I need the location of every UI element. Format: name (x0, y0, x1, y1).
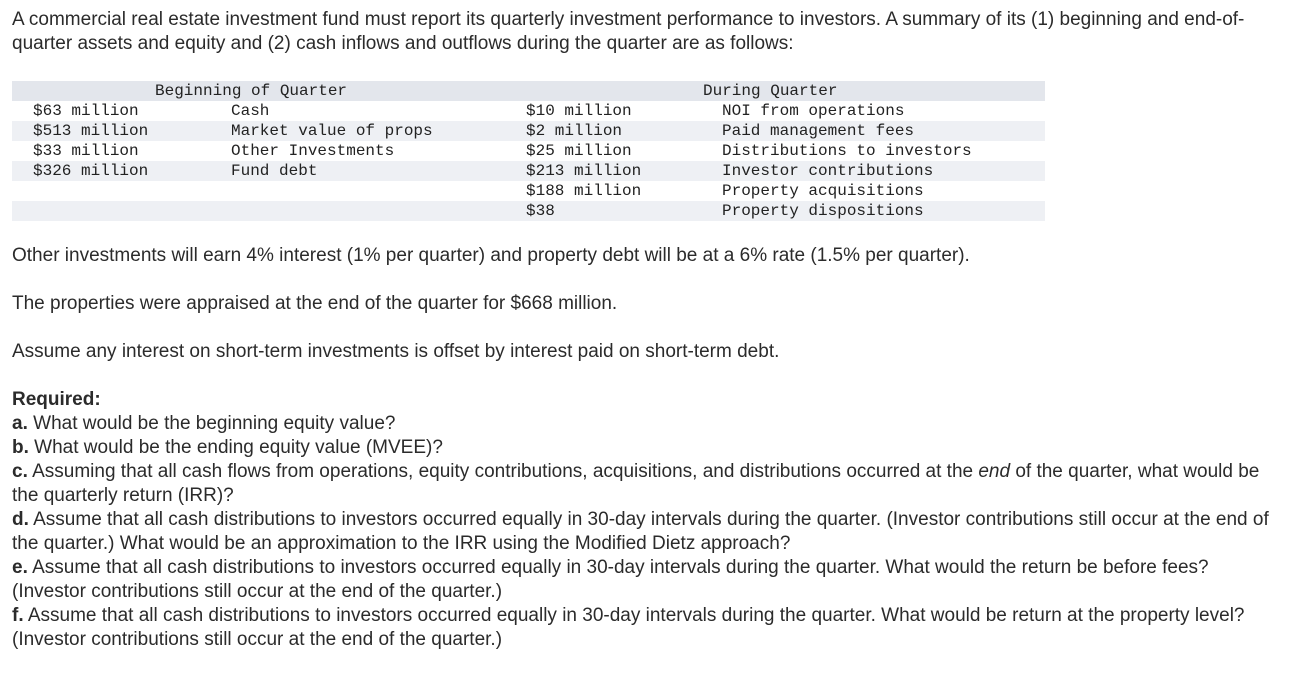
during-value: $213 million (526, 162, 642, 180)
during-quarter-header: During Quarter (703, 82, 838, 100)
during-value: $38 (526, 202, 555, 220)
question-letter: a. (12, 413, 28, 434)
during-value: $25 million (526, 142, 632, 160)
during-value: $188 million (526, 182, 642, 200)
question-text: Assume that all cash distributions to investors occurred equally in 30-day intervals during the quarter. What would the return be before fees? (Investor contributions still occur at the end of the quarter.) (12, 557, 1209, 602)
assumptions (12, 244, 1284, 388)
table-row (12, 101, 1045, 121)
question-letter: d. (12, 509, 29, 530)
during-label: Paid management fees (722, 122, 915, 140)
appraisal-note: The properties were appraised at the end of the quarter for $668 million. (12, 293, 618, 314)
question-f (12, 604, 1284, 652)
table-header-row (12, 81, 1045, 101)
beginning-label: Market value of props (231, 122, 433, 140)
beginning-value: $513 million (33, 122, 149, 140)
question-a (12, 412, 1284, 436)
table-row (12, 181, 1045, 201)
beginning-value: $326 million (33, 162, 149, 180)
beginning-label: Other Investments (231, 142, 395, 160)
offset-note: Assume any interest on short-term investments is offset by interest paid on short-term debt. (12, 341, 780, 362)
during-label: Property dispositions (722, 202, 924, 220)
during-label: Investor contributions (722, 162, 934, 180)
beginning-of-quarter-header: Beginning of Quarter (155, 82, 348, 100)
summary-table (12, 81, 1045, 221)
beginning-value: $63 million (33, 102, 139, 120)
table-row (12, 201, 1045, 221)
table-row (12, 161, 1045, 181)
question-c (12, 460, 1284, 508)
during-value: $2 million (526, 122, 623, 140)
beginning-value: $33 million (33, 142, 139, 160)
during-label: Distributions to investors (722, 142, 972, 160)
intro-paragraph: A commercial real estate investment fund must report its quarterly investment performance to investors. A summary of its (1) beginning and end-of-quarter assets and equity and (2) cash inflows and outflows during the quarter are as follows: (12, 9, 1245, 54)
beginning-label: Fund debt (231, 162, 318, 180)
required-section (12, 388, 1284, 652)
question-letter: c. (12, 461, 28, 482)
during-label: NOI from operations (722, 102, 905, 120)
question-b (12, 436, 1284, 460)
table-row (12, 121, 1045, 141)
question-d (12, 508, 1284, 556)
problem-statement (12, 8, 1284, 56)
required-title: Required: (12, 389, 101, 410)
interest-note: Other investments will earn 4% interest (1% per quarter) and property debt will be at a 6% rate (1.5% per quarter). (12, 245, 970, 266)
question-text: Assuming that all cash flows from operations, equity contributions, acquisitions, and distributions occurred at the (27, 461, 979, 482)
question-text: What would be the beginning equity value? (27, 413, 396, 434)
question-letter: f. (12, 605, 24, 626)
beginning-label: Cash (231, 102, 270, 120)
question-e (12, 556, 1284, 604)
question-text: of the quarter, what would be the quarterly return (IRR)? (12, 461, 1260, 506)
during-label: Property acquisitions (722, 182, 924, 200)
question-text: Assume that all cash distributions to investors occurred equally in 30-day intervals during the quarter. What would be return at the property level? (Investor contributions still occur at the end of the quarter.) (12, 605, 1245, 650)
question-text: Assume that all cash distributions to investors occurred equally in 30-day intervals during the quarter. (Investor contributions still occur at the end of the quarter.) What would be an approximation to the IRR using the Modified Dietz approach? (12, 509, 1269, 554)
question-letter: e. (12, 557, 28, 578)
question-letter: b. (12, 437, 29, 458)
during-value: $10 million (526, 102, 632, 120)
emphasis-text: end (978, 461, 1011, 482)
table-row (12, 141, 1045, 161)
question-text: What would be the ending equity value (MVEE)? (28, 437, 443, 458)
